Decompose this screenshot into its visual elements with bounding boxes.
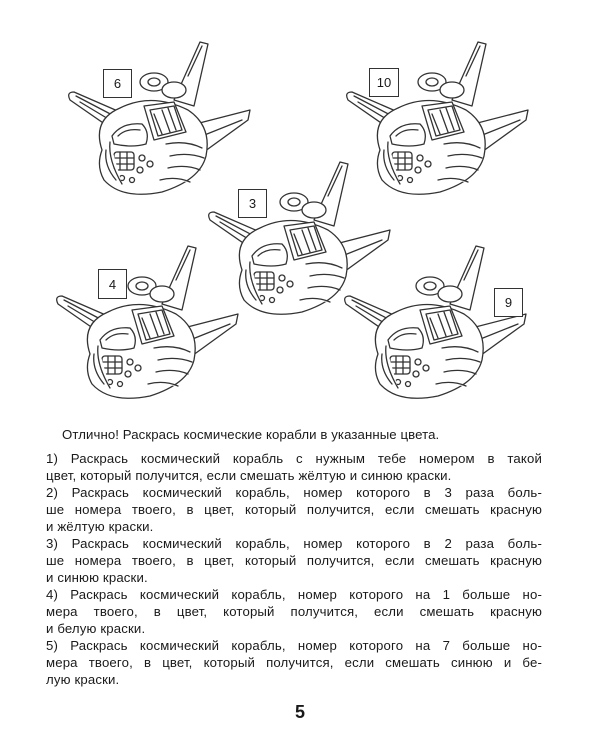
task-line: и белую краски. <box>46 621 146 636</box>
task-line: цвет, который получится, если смешать жёлтую и синюю краски. <box>46 468 452 483</box>
ship-number-label: 3 <box>248 196 257 211</box>
spaceship-4-drawing[interactable] <box>50 244 240 404</box>
ship-number-label: 6 <box>113 76 122 91</box>
task-line: и синюю краски. <box>46 570 148 585</box>
task-line: лую краски. <box>46 672 120 687</box>
ship-number-label: 9 <box>504 295 513 310</box>
ship-number-3 <box>238 189 267 218</box>
task-5 <box>46 637 542 688</box>
task-4 <box>46 586 542 637</box>
ship-number-10 <box>369 68 399 97</box>
task-3 <box>46 535 542 586</box>
ship-number-9 <box>494 288 523 317</box>
task-line: мера твоего, в цвет, который получится, если смешать синюю и бе- <box>46 655 542 670</box>
task-line: 2) Раскрась космический корабль, номер которого в 3 раза боль- <box>46 485 542 500</box>
page-number: 5 <box>294 702 305 722</box>
ship-number-label: 10 <box>376 75 392 90</box>
task-line: 4) Раскрась космический корабль, номер которого на 1 больше но- <box>46 587 542 602</box>
task-line: ше номера твоего, в цвет, который получится, если смешать красную <box>46 502 542 517</box>
task-2 <box>46 484 542 535</box>
spaceship-9-drawing[interactable] <box>338 244 528 404</box>
task-1 <box>46 450 542 484</box>
task-line: ше номера твоего, в цвет, который получится, если смешать красную <box>46 553 542 568</box>
task-line: и жёлтую краски. <box>46 519 154 534</box>
ship-number-6 <box>103 69 132 98</box>
task-line: 3) Раскрась космический корабль, номер которого в 2 раза боль- <box>46 536 542 551</box>
task-line: мера твоего, в цвет, который получится, если смешать красную <box>46 604 542 619</box>
ship-number-4 <box>98 269 127 299</box>
intro-text: Отлично! Раскрась космические корабли в указанные цвета. <box>62 427 440 442</box>
ship-number-label: 4 <box>108 276 117 292</box>
task-list <box>46 450 542 688</box>
task-line: 1) Раскрась космический корабль с нужным тебе номером в такой <box>46 451 542 466</box>
task-line: 5) Раскрась космический корабль, номер которого на 7 больше но- <box>46 638 542 653</box>
